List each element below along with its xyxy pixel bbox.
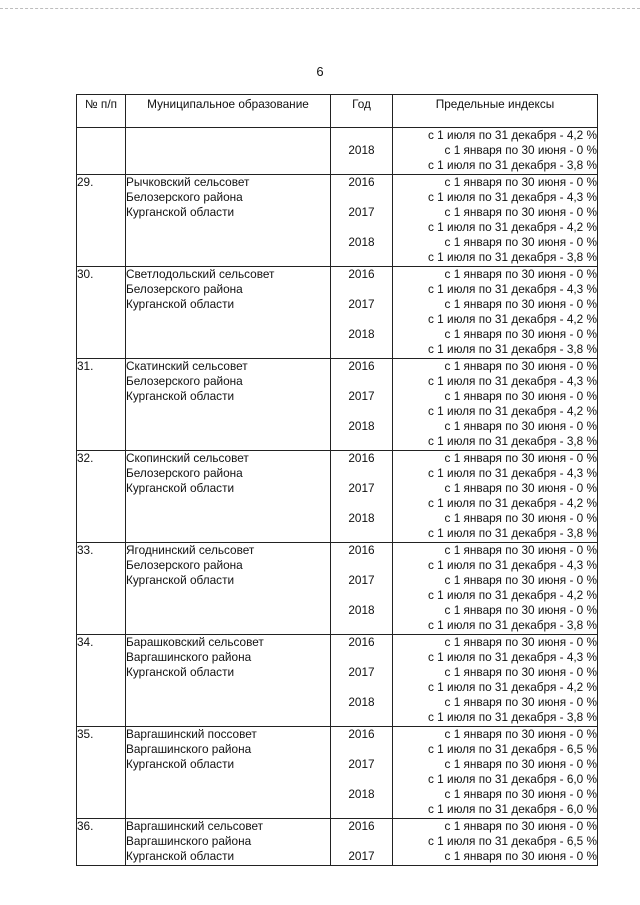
municipality-name [126, 359, 331, 451]
index-line: с 1 июля по 31 декабря - 4,3 % [427, 466, 597, 480]
index-line: с 1 января по 30 июня - 0 % [444, 175, 597, 189]
municipality-name [126, 819, 331, 866]
table-body [77, 128, 598, 866]
name-line: Ягоднинский сельсовет [126, 543, 255, 557]
index-line: с 1 июля по 31 декабря - 3,8 % [427, 158, 597, 172]
row-name-cell [126, 128, 331, 175]
index-line: с 1 июля по 31 декабря - 4,2 % [427, 404, 597, 418]
index-line: с 1 июля по 31 декабря - 4,2 % [427, 680, 597, 694]
name-line: Светлодольский сельсовет [126, 267, 275, 281]
row-number: 33. [77, 543, 126, 635]
index-line: с 1 января по 30 июня - 0 % [444, 451, 597, 465]
name-line: Барашковский сельсовет [126, 635, 264, 649]
index-line: с 1 января по 30 июня - 0 % [444, 757, 597, 771]
table-row [77, 175, 598, 267]
row-year-cell [331, 451, 393, 543]
name-line: Курганской области [126, 481, 235, 495]
index-line: с 1 июля по 31 декабря - 4,2 % [427, 588, 597, 602]
municipality-name [126, 635, 331, 727]
index-line: с 1 января по 30 июня - 0 % [444, 573, 597, 587]
name-line: Варгашинский поссовет [126, 727, 257, 741]
year-label: 2016 [348, 819, 375, 833]
index-line: с 1 января по 30 июня - 0 % [444, 235, 597, 249]
row-year-cell [331, 543, 393, 635]
index-line: с 1 июля по 31 декабря - 4,3 % [427, 190, 597, 204]
row-number: 31. [77, 359, 126, 451]
index-line: с 1 января по 30 июня - 0 % [444, 205, 597, 219]
name-line: Белозерского района [126, 190, 243, 204]
name-line: Скатинский сельсовет [126, 359, 248, 373]
name-line: Варгашинского района [126, 650, 252, 664]
index-line: с 1 января по 30 июня - 0 % [444, 849, 597, 863]
table-header-row [77, 95, 598, 128]
row-indices-cell [393, 359, 598, 451]
row-indices-cell [393, 635, 598, 727]
year-label: 2018 [348, 603, 375, 617]
index-line: с 1 июля по 31 декабря - 4,3 % [427, 374, 597, 388]
index-line: с 1 января по 30 июня - 0 % [444, 389, 597, 403]
index-line: с 1 января по 30 июня - 0 % [444, 635, 597, 649]
index-line: с 1 января по 30 июня - 0 % [444, 359, 597, 373]
table-row-continuation [77, 128, 598, 175]
index-line: с 1 января по 30 июня - 0 % [444, 727, 597, 741]
index-line: с 1 января по 30 июня - 0 % [444, 543, 597, 557]
year-label: 2017 [348, 849, 375, 863]
row-number: 30. [77, 267, 126, 359]
name-line: Белозерского района [126, 466, 243, 480]
year-label: 2017 [348, 389, 375, 403]
year-label: 2018 [348, 235, 375, 249]
name-line: Варгашинского района [126, 834, 252, 848]
year-label: 2016 [348, 451, 375, 465]
row-indices-cell [393, 451, 598, 543]
name-line: Курганской области [126, 573, 235, 587]
municipality-name [126, 727, 331, 819]
index-line: с 1 июля по 31 декабря - 4,3 % [427, 282, 597, 296]
index-line: с 1 января по 30 июня - 0 % [444, 603, 597, 617]
row-indices-cell [393, 819, 598, 866]
name-line: Белозерского района [126, 374, 243, 388]
year-label: 2016 [348, 635, 375, 649]
index-line: с 1 июля по 31 декабря - 3,8 % [427, 526, 597, 540]
year-label: 2018 [348, 419, 375, 433]
row-number: 32. [77, 451, 126, 543]
name-line: Курганской области [126, 389, 235, 403]
index-line: с 1 января по 30 июня - 0 % [444, 297, 597, 311]
index-line: с 1 июля по 31 декабря - 6,0 % [427, 802, 597, 816]
index-line: с 1 января по 30 июня - 0 % [444, 267, 597, 281]
year-label: 2016 [348, 175, 375, 189]
index-line: с 1 июля по 31 декабря - 4,2 % [427, 220, 597, 234]
name-line: Скопинский сельсовет [126, 451, 249, 465]
name-line: Варгашинского района [126, 742, 252, 756]
name-line: Курганской области [126, 757, 235, 771]
index-line: с 1 июля по 31 декабря - 3,8 % [427, 618, 597, 632]
index-line: с 1 января по 30 июня - 0 % [444, 695, 597, 709]
table-row [77, 451, 598, 543]
year-label: 2018 [348, 511, 375, 525]
index-line: с 1 января по 30 июня - 0 % [444, 511, 597, 525]
indices-table [76, 94, 598, 866]
table-row [77, 543, 598, 635]
name-line: Курганской области [126, 849, 235, 863]
row-indices-cell [393, 543, 598, 635]
index-line: с 1 января по 30 июня - 0 % [444, 143, 597, 157]
row-indices-cell [393, 267, 598, 359]
index-line: с 1 июля по 31 декабря - 3,8 % [427, 434, 597, 448]
table-row [77, 635, 598, 727]
row-num-cell [77, 128, 126, 175]
row-number: 29. [77, 175, 126, 267]
year-label: 2017 [348, 205, 375, 219]
year-label: 2017 [348, 481, 375, 495]
index-line: с 1 января по 30 июня - 0 % [444, 665, 597, 679]
row-indices-cell [393, 128, 598, 175]
header-municipality: Муниципальное образование [126, 95, 331, 128]
row-number: 34. [77, 635, 126, 727]
name-line: Белозерского района [126, 558, 243, 572]
name-line: Варгашинский сельсовет [126, 819, 264, 833]
table-row [77, 727, 598, 819]
index-line: с 1 июля по 31 декабря - 6,5 % [427, 834, 597, 848]
row-year-cell [331, 267, 393, 359]
year-label: 2018 [348, 695, 375, 709]
header-year: Год [331, 95, 393, 128]
year-label: 2016 [348, 543, 375, 557]
year-label: 2017 [348, 665, 375, 679]
index-line: с 1 июля по 31 декабря - 3,8 % [427, 250, 597, 264]
table-row [77, 819, 598, 866]
year-label: 2018 [348, 787, 375, 801]
index-line: с 1 июля по 31 декабря - 4,2 % [427, 496, 597, 510]
municipality-name [126, 175, 331, 267]
row-year-cell [331, 727, 393, 819]
index-line: с 1 января по 30 июня - 0 % [444, 481, 597, 495]
index-line: с 1 января по 30 июня - 0 % [444, 327, 597, 341]
row-number: 36. [77, 819, 126, 866]
row-year-cell [331, 819, 393, 866]
name-line: Курганской области [126, 665, 235, 679]
municipality-name [126, 543, 331, 635]
index-line: с 1 января по 30 июня - 0 % [444, 787, 597, 801]
row-year-cell [331, 635, 393, 727]
table-row [77, 359, 598, 451]
index-line: с 1 января по 30 июня - 0 % [444, 819, 597, 833]
name-line: Курганской области [126, 297, 235, 311]
row-number: 35. [77, 727, 126, 819]
municipality-name [126, 451, 331, 543]
index-line: с 1 июля по 31 декабря - 3,8 % [427, 710, 597, 724]
table-row [77, 267, 598, 359]
index-line: с 1 июля по 31 декабря - 4,2 % [427, 128, 597, 142]
row-year-cell [331, 175, 393, 267]
row-indices-cell [393, 727, 598, 819]
name-line: Рычковский сельсовет [126, 175, 250, 189]
index-line: с 1 июля по 31 декабря - 4,3 % [427, 558, 597, 572]
year-label: 2017 [348, 573, 375, 587]
index-line: с 1 июля по 31 декабря - 6,0 % [427, 772, 597, 786]
scan-top-edge [0, 8, 640, 9]
header-indices: Предельные индексы [393, 95, 598, 128]
year-label: 2017 [348, 757, 375, 771]
row-year-cell [331, 128, 393, 175]
row-indices-cell [393, 175, 598, 267]
name-line: Белозерского района [126, 282, 243, 296]
year-label: 2016 [348, 267, 375, 281]
index-line: с 1 июля по 31 декабря - 4,2 % [427, 312, 597, 326]
year-label: 2016 [348, 359, 375, 373]
index-line: с 1 июля по 31 декабря - 3,8 % [427, 342, 597, 356]
row-year-cell [331, 359, 393, 451]
year-label: 2017 [348, 297, 375, 311]
year-label: 2018 [348, 143, 375, 157]
name-line: Курганской области [126, 205, 235, 219]
municipality-name [126, 267, 331, 359]
page-number: 6 [316, 64, 324, 79]
index-line: с 1 января по 30 июня - 0 % [444, 419, 597, 433]
index-line: с 1 июля по 31 декабря - 4,3 % [427, 650, 597, 664]
index-line: с 1 июля по 31 декабря - 6,5 % [427, 742, 597, 756]
header-num: № п/п [77, 95, 126, 128]
year-label: 2018 [348, 327, 375, 341]
year-label: 2016 [348, 727, 375, 741]
